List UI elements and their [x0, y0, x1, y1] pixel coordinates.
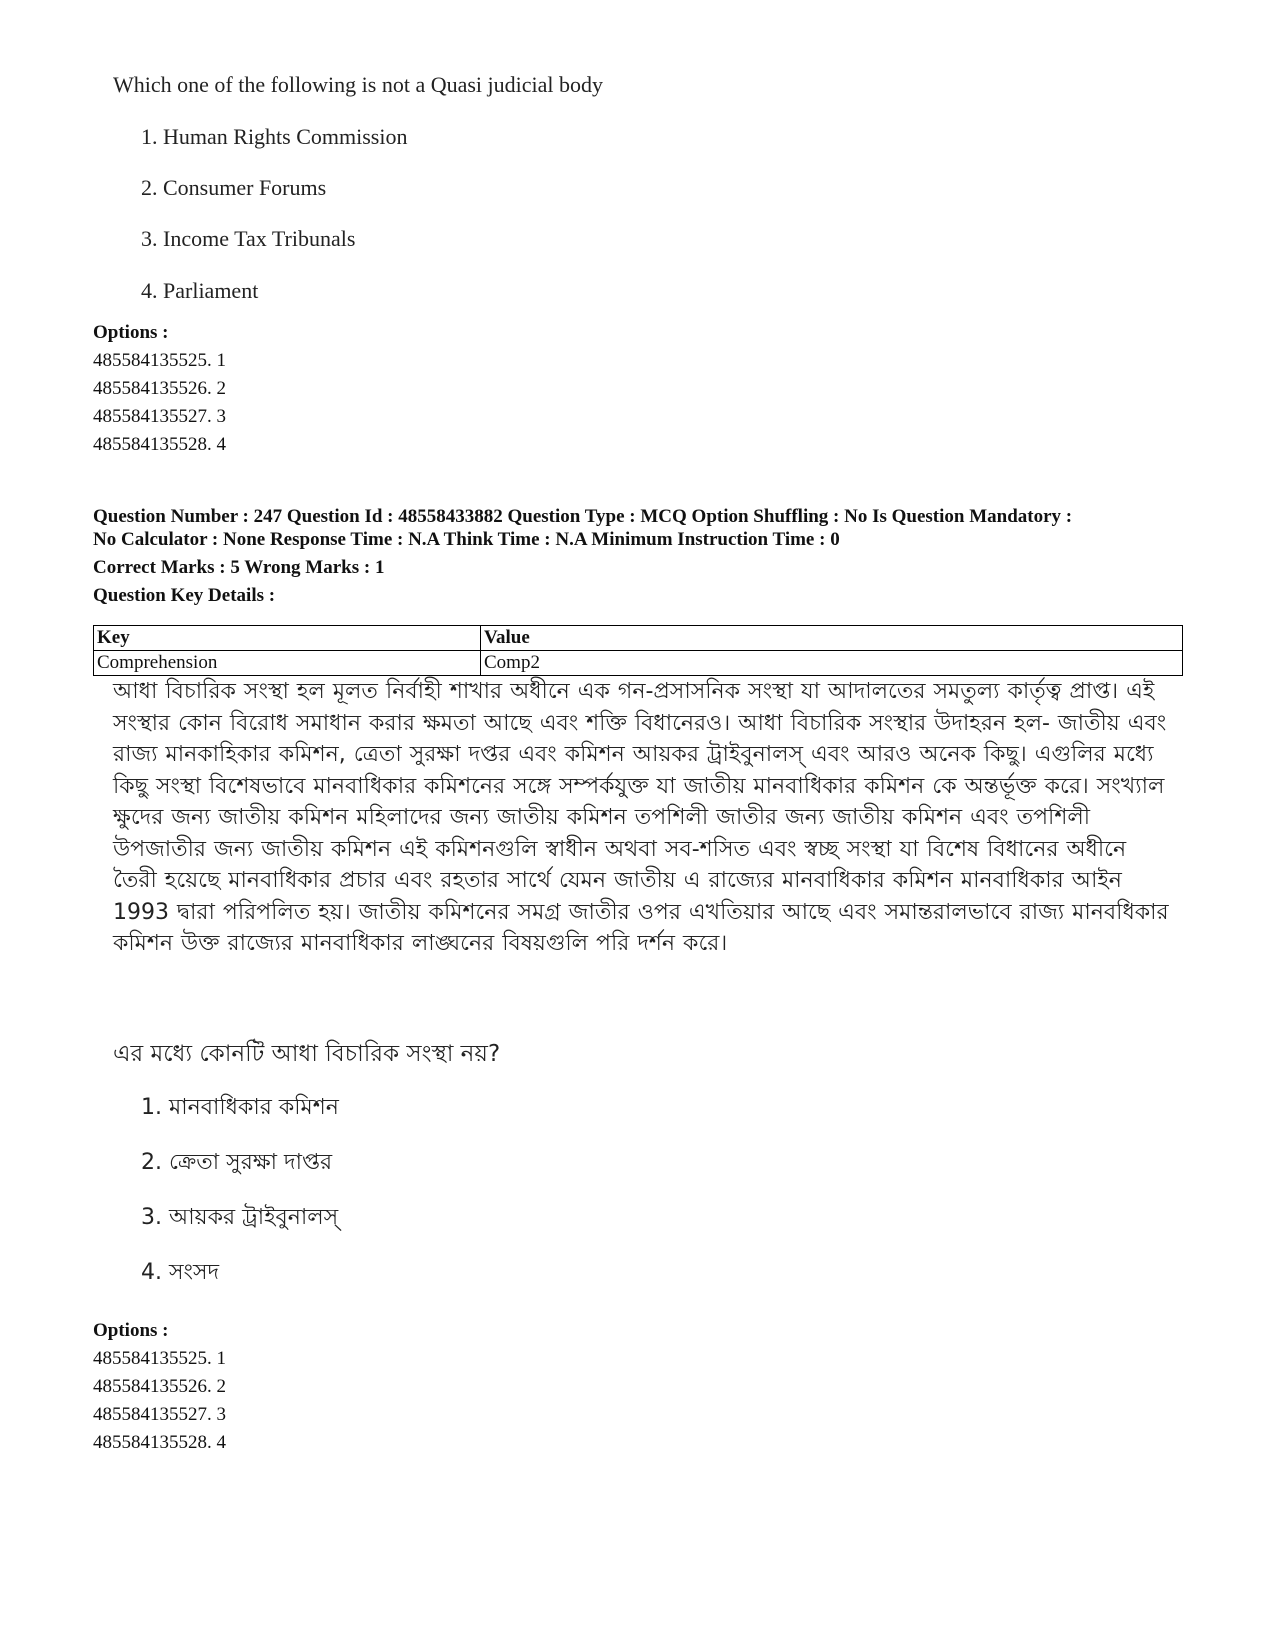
choice-1: 1. Human Rights Commission [141, 124, 408, 149]
comprehension-passage: আধা বিচারিক সংস্থা হল মূলত নির্বাহী শাখার অধীনে এক গন-প্রসাসনিক সংস্থা যা আদালতের সমতুল্য কার্তৃত্ব প্রাপ্ত। এই সংস্থার কোন বিরোধ সমাধান করার ক্ষমতা আছে এবং শক্তি বিধানেরও। আধা বিচারিক সংস্থার উদাহরন হল- জাতীয় এবং রাজ্য মানকাহিকার কমিশন, ত্রেতা সুরক্ষা দপ্তর এবং কমিশন আয়কর ট্রাইবুনালস্ এবং আরও অনেক কিছু। এগুলির মধ্যে কিছু সংস্থা বিশেষভাবে মানবাধিকার কমিশনের সঙ্গে সম্পর্কযুক্ত যা জাতীয় মানবাধিকার কমিশন কে অন্তর্ভূক্ত করে। সংখ্যাল ক্ষুদের জন্য জাতীয় কমিশন মহিলাদের জন্য জাতীয় কমিশন তপশিলী জাতীর জন্য জাতীয় কমিশন এবং তপশিলী উপজাতীর জন্য জাতীয় কমিশন এই কমিশনগুলি স্বাধীন অথবা সব-শসিত এবং স্বচ্ছ সংস্থা যা বিশেষ বিধানের অধীনে তৈরী হয়েছে মানবাধিকার প্রচার এবং রহতার সার্থে যেমন জাতীয় এ রাজ্যের মানবাধিকার কমিশন মানবাধিকার আইন 1993 দ্বারা পরিপলিত হয়। জাতীয় কমিশনের সমগ্র জাতীর ওপর এখতিয়ার আছে এবং সমান্তরালভাবে রাজ্য মানবধিকার কমিশন উক্ত রাজ্যের মানবাধিকার লাঙ্ঘনের বিষয়গুলি পরি দর্শন করে। [113, 679, 1169, 956]
choice-3: 3. Income Tax Tribunals [141, 226, 356, 251]
choice-bn-4: 4. সংসদ [141, 1260, 220, 1285]
option-id-1: 485584135525. 1 [93, 350, 226, 371]
choice-bn-2: 2. ক্রেতা সুরক্ষা দাপ্তর [141, 1150, 333, 1175]
option-id-2: 485584135526. 2 [93, 378, 226, 399]
key-details-label: Question Key Details : [93, 585, 276, 606]
choice-bn-1: 1. মানবাধিকার কমিশন [141, 1095, 339, 1120]
choice-4: 4. Parliament [141, 278, 259, 303]
key-header: Key [94, 626, 481, 651]
question-meta-line1: Question Number : 247 Question Id : 48558433882 Question Type : MCQ Option Shuffling : No Is Question Mandatory : [93, 506, 1073, 527]
option-id-2-1: 485584135525. 1 [93, 1348, 226, 1369]
value-cell: Comp2 [481, 651, 1183, 676]
option-id-2-3: 485584135527. 3 [93, 1404, 226, 1425]
key-table-header [94, 626, 1183, 651]
option-id-3: 485584135527. 3 [93, 406, 226, 427]
options-label: Options : [93, 322, 169, 343]
key-details-table [93, 625, 1183, 676]
question-meta-line2: No Calculator : None Response Time : N.A Think Time : N.A Minimum Instruction Time : 0 [93, 529, 840, 550]
option-id-4: 485584135528. 4 [93, 434, 226, 455]
key-cell: Comprehension [94, 651, 481, 676]
marks-line: Correct Marks : 5 Wrong Marks : 1 [93, 557, 385, 578]
key-table-row [94, 651, 1183, 676]
choice-2: 2. Consumer Forums [141, 175, 327, 200]
value-header: Value [481, 626, 1183, 651]
question-text-bn: এর মধ্যে কোনটি আধা বিচারিক সংস্থা নয়? [113, 1041, 501, 1067]
options-label-2: Options : [93, 1320, 169, 1341]
question-text: Which one of the following is not a Quasi judicial body [113, 72, 604, 97]
option-id-2-4: 485584135528. 4 [93, 1432, 226, 1453]
choice-bn-3: 3. আয়কর ট্রাইবুনালস্ [141, 1205, 339, 1230]
option-id-2-2: 485584135526. 2 [93, 1376, 226, 1397]
